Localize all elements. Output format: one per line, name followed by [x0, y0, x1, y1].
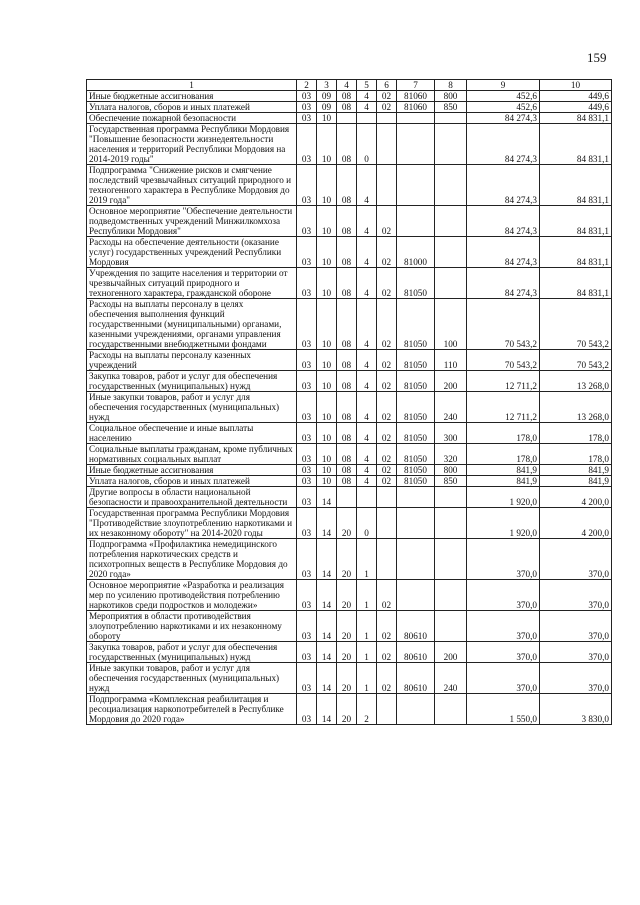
code-cell: 02: [377, 642, 397, 663]
code-cell: 10: [317, 206, 337, 237]
amount-cell: 178,0: [467, 444, 540, 465]
code-cell: 14: [317, 539, 337, 580]
table-row: [87, 299, 612, 350]
table-row: [87, 350, 612, 371]
header-cell: 6: [377, 80, 397, 91]
amount-cell: 13 268,0: [540, 371, 612, 392]
code-cell: 81000: [397, 237, 435, 268]
amount-cell: 370,0: [540, 663, 612, 694]
code-cell: 03: [297, 91, 317, 102]
table-row: [87, 476, 612, 487]
amount-cell: 84 831,1: [540, 237, 612, 268]
code-cell: 02: [377, 580, 397, 611]
amount-cell: 841,9: [540, 476, 612, 487]
amount-cell: 70 543,2: [540, 299, 612, 350]
code-cell: 03: [297, 392, 317, 423]
code-cell: 20: [337, 611, 357, 642]
code-cell: 81050: [397, 350, 435, 371]
table-row: [87, 539, 612, 580]
code-cell: 1: [357, 663, 377, 694]
code-cell: 0: [357, 124, 377, 165]
row-name: Другие вопросы в области национальной безопасности и правоохранительной деятельности: [87, 487, 297, 508]
row-name: Иные бюджетные ассигнования: [87, 91, 297, 102]
code-cell: 800: [435, 465, 467, 476]
amount-cell: 1 920,0: [467, 487, 540, 508]
code-cell: [357, 113, 377, 124]
amount-cell: 841,9: [540, 465, 612, 476]
code-cell: 14: [317, 694, 337, 725]
code-cell: [435, 165, 467, 206]
header-cell: 1: [87, 80, 297, 91]
code-cell: 80610: [397, 663, 435, 694]
code-cell: 02: [377, 350, 397, 371]
code-cell: [435, 539, 467, 580]
header-cell: 8: [435, 80, 467, 91]
code-cell: 08: [337, 350, 357, 371]
row-name: Обеспечение пожарной безопасности: [87, 113, 297, 124]
code-cell: 20: [337, 539, 357, 580]
code-cell: 4: [357, 444, 377, 465]
header-cell: 2: [297, 80, 317, 91]
code-cell: 20: [337, 642, 357, 663]
code-cell: 02: [377, 91, 397, 102]
amount-cell: 178,0: [540, 423, 612, 444]
row-name: Иные закупки товаров, работ и услуг для обеспечения государственных (муниципальных) нужд: [87, 392, 297, 423]
code-cell: 240: [435, 392, 467, 423]
page-number: 159: [587, 50, 607, 65]
amount-cell: 178,0: [467, 423, 540, 444]
amount-cell: 12 711,2: [467, 371, 540, 392]
code-cell: 0: [357, 508, 377, 539]
code-cell: [397, 580, 435, 611]
code-cell: 10: [317, 465, 337, 476]
code-cell: 4: [357, 91, 377, 102]
code-cell: 850: [435, 476, 467, 487]
code-cell: 03: [297, 371, 317, 392]
row-name: Расходы на обеспечение деятельности (оказание услуг) государственных учреждений Республики Мордовия: [87, 237, 297, 268]
amount-cell: 13 268,0: [540, 392, 612, 423]
code-cell: 1: [357, 611, 377, 642]
code-cell: [397, 206, 435, 237]
amount-cell: 449,6: [540, 102, 612, 113]
code-cell: [377, 113, 397, 124]
amount-cell: 370,0: [540, 539, 612, 580]
amount-cell: 370,0: [467, 539, 540, 580]
amount-cell: 1 920,0: [467, 508, 540, 539]
code-cell: 03: [297, 611, 317, 642]
code-cell: 14: [317, 580, 337, 611]
code-cell: 08: [337, 124, 357, 165]
table-row: [87, 663, 612, 694]
amount-cell: 3 830,0: [540, 694, 612, 725]
code-cell: 240: [435, 663, 467, 694]
code-cell: [397, 124, 435, 165]
code-cell: 10: [317, 371, 337, 392]
amount-cell: 370,0: [467, 663, 540, 694]
code-cell: 200: [435, 371, 467, 392]
amount-cell: 1 550,0: [467, 694, 540, 725]
code-cell: 81050: [397, 465, 435, 476]
code-cell: 03: [297, 268, 317, 299]
code-cell: 4: [357, 268, 377, 299]
table-row: [87, 206, 612, 237]
amount-cell: 70 543,2: [467, 350, 540, 371]
amount-cell: 452,6: [467, 91, 540, 102]
code-cell: [435, 237, 467, 268]
code-cell: 02: [377, 102, 397, 113]
code-cell: 850: [435, 102, 467, 113]
amount-cell: 84 274,3: [467, 124, 540, 165]
amount-cell: 370,0: [467, 580, 540, 611]
code-cell: 1: [357, 580, 377, 611]
table-row: [87, 487, 612, 508]
amount-cell: 178,0: [540, 444, 612, 465]
code-cell: [435, 206, 467, 237]
table-row: [87, 611, 612, 642]
code-cell: [435, 487, 467, 508]
row-name: Мероприятия в области противодействия злоупотреблению наркотиками и их незаконному обороту: [87, 611, 297, 642]
code-cell: 10: [317, 124, 337, 165]
table-row: [87, 392, 612, 423]
code-cell: 02: [377, 423, 397, 444]
code-cell: 4: [357, 165, 377, 206]
row-name: Иные бюджетные ассигнования: [87, 465, 297, 476]
code-cell: [377, 539, 397, 580]
code-cell: 08: [337, 206, 357, 237]
amount-cell: 84 831,1: [540, 124, 612, 165]
code-cell: 80610: [397, 642, 435, 663]
code-cell: 10: [317, 113, 337, 124]
code-cell: 20: [337, 508, 357, 539]
amount-cell: 84 274,3: [467, 268, 540, 299]
code-cell: 1: [357, 642, 377, 663]
amount-cell: 4 200,0: [540, 508, 612, 539]
code-cell: [377, 124, 397, 165]
table-row: [87, 124, 612, 165]
code-cell: 02: [377, 476, 397, 487]
row-name: Социальные выплаты гражданам, кроме публичных нормативных социальных выплат: [87, 444, 297, 465]
code-cell: 02: [377, 268, 397, 299]
code-cell: 4: [357, 237, 377, 268]
row-name: Расходы на выплаты персоналу в целях обеспечения выполнения функций государственными (муниципальными) органами, казенными учреждениями, органами управления государственными внебюджетными фондами: [87, 299, 297, 350]
code-cell: 81050: [397, 423, 435, 444]
code-cell: 81050: [397, 476, 435, 487]
code-cell: 03: [297, 423, 317, 444]
code-cell: [377, 694, 397, 725]
code-cell: 81050: [397, 392, 435, 423]
amount-cell: 84 274,3: [467, 165, 540, 206]
code-cell: [337, 113, 357, 124]
code-cell: 80610: [397, 611, 435, 642]
amount-cell: 84 831,1: [540, 165, 612, 206]
code-cell: 4: [357, 371, 377, 392]
row-name: Расходы на выплаты персоналу казенных учреждений: [87, 350, 297, 371]
amount-cell: 370,0: [540, 642, 612, 663]
header-cell: 3: [317, 80, 337, 91]
row-name: Закупка товаров, работ и услуг для обеспечения государственных (муниципальных) нужд: [87, 371, 297, 392]
code-cell: 10: [317, 444, 337, 465]
code-cell: 02: [377, 465, 397, 476]
amount-cell: 12 711,2: [467, 392, 540, 423]
amount-cell: 84 831,1: [540, 113, 612, 124]
code-cell: 08: [337, 299, 357, 350]
code-cell: 03: [297, 444, 317, 465]
amount-cell: 452,6: [467, 102, 540, 113]
amount-cell: 84 831,1: [540, 268, 612, 299]
code-cell: [397, 113, 435, 124]
code-cell: 4: [357, 423, 377, 444]
code-cell: 4: [357, 350, 377, 371]
code-cell: 4: [357, 206, 377, 237]
row-name: Подпрограмма "Снижение рисков и смягчение последствий чрезвычайных ситуаций природного и техногенного характера в Республике Мордовия до 2019 года": [87, 165, 297, 206]
code-cell: [397, 694, 435, 725]
code-cell: [397, 165, 435, 206]
amount-cell: 841,9: [467, 465, 540, 476]
row-name: Государственная программа Республики Мордовия "Повышение безопасности жизнедеятельности населения и территорий Республики Мордовия на 2014-2019 годы": [87, 124, 297, 165]
code-cell: 81050: [397, 268, 435, 299]
code-cell: 800: [435, 91, 467, 102]
amount-cell: 4 200,0: [540, 487, 612, 508]
row-name: Уплата налогов, сборов и иных платежей: [87, 102, 297, 113]
code-cell: 03: [297, 663, 317, 694]
code-cell: 10: [317, 165, 337, 206]
code-cell: 100: [435, 299, 467, 350]
code-cell: 08: [337, 392, 357, 423]
table-row: [87, 113, 612, 124]
code-cell: 08: [337, 371, 357, 392]
code-cell: [357, 487, 377, 508]
table-row: [87, 102, 612, 113]
code-cell: [435, 113, 467, 124]
code-cell: [435, 124, 467, 165]
row-name: Уплата налогов, сборов и иных платежей: [87, 476, 297, 487]
code-cell: 08: [337, 444, 357, 465]
table-row: [87, 91, 612, 102]
code-cell: 02: [377, 663, 397, 694]
code-cell: 4: [357, 476, 377, 487]
code-cell: 110: [435, 350, 467, 371]
header-cell: 4: [337, 80, 357, 91]
code-cell: [397, 508, 435, 539]
code-cell: 81050: [397, 444, 435, 465]
code-cell: 08: [337, 102, 357, 113]
code-cell: 81060: [397, 102, 435, 113]
code-cell: 03: [297, 299, 317, 350]
code-cell: 02: [377, 371, 397, 392]
code-cell: 14: [317, 663, 337, 694]
header-cell: 9: [467, 80, 540, 91]
header-cell: 10: [540, 80, 612, 91]
code-cell: 14: [317, 508, 337, 539]
code-cell: 81050: [397, 299, 435, 350]
code-cell: 08: [337, 91, 357, 102]
code-cell: 02: [377, 444, 397, 465]
table-row: [87, 165, 612, 206]
code-cell: 03: [297, 580, 317, 611]
code-cell: 03: [297, 102, 317, 113]
row-name: Основное мероприятие «Разработка и реализация мер по усилению противодействия потреблению наркотиков среди подростков и молодежи»: [87, 580, 297, 611]
code-cell: 10: [317, 392, 337, 423]
row-name: Государственная программа Республики Мордовия "Противодействие злоупотреблению наркотиками и их незаконному обороту" на 2014-2020 годы: [87, 508, 297, 539]
code-cell: 09: [317, 102, 337, 113]
amount-cell: 370,0: [467, 642, 540, 663]
budget-table: [86, 79, 612, 725]
code-cell: 4: [357, 299, 377, 350]
code-cell: 03: [297, 113, 317, 124]
code-cell: 03: [297, 487, 317, 508]
code-cell: 1: [357, 539, 377, 580]
table-row: [87, 423, 612, 444]
code-cell: 03: [297, 539, 317, 580]
code-cell: [435, 694, 467, 725]
table-row: [87, 371, 612, 392]
amount-cell: 70 543,2: [540, 350, 612, 371]
amount-cell: 370,0: [467, 611, 540, 642]
code-cell: 4: [357, 465, 377, 476]
code-cell: 10: [317, 299, 337, 350]
code-cell: 08: [337, 268, 357, 299]
row-name: Основное мероприятие "Обеспечение деятельности подведомственных учреждений Минжилкомхоза Республики Мордовия": [87, 206, 297, 237]
code-cell: 03: [297, 206, 317, 237]
code-cell: 10: [317, 350, 337, 371]
code-cell: [435, 508, 467, 539]
table-row: [87, 508, 612, 539]
table-row: [87, 465, 612, 476]
row-name: Учреждения по защите населения и территории от чрезвычайных ситуаций природного и техногенного характера, гражданской обороне: [87, 268, 297, 299]
code-cell: [397, 487, 435, 508]
amount-cell: 370,0: [540, 611, 612, 642]
code-cell: 02: [377, 237, 397, 268]
amount-cell: 370,0: [540, 580, 612, 611]
code-cell: 09: [317, 91, 337, 102]
code-cell: 4: [357, 102, 377, 113]
code-cell: 20: [337, 694, 357, 725]
row-name: Иные закупки товаров, работ и услуг для обеспечения государственных (муниципальных) нужд: [87, 663, 297, 694]
code-cell: 03: [297, 124, 317, 165]
table-row: [87, 237, 612, 268]
code-cell: 03: [297, 642, 317, 663]
code-cell: 08: [337, 237, 357, 268]
code-cell: 02: [377, 611, 397, 642]
code-cell: [397, 539, 435, 580]
table-row: [87, 642, 612, 663]
code-cell: 20: [337, 663, 357, 694]
code-cell: 2: [357, 694, 377, 725]
code-cell: 14: [317, 611, 337, 642]
table-row: [87, 580, 612, 611]
code-cell: 10: [317, 268, 337, 299]
code-cell: 10: [317, 476, 337, 487]
code-cell: [377, 508, 397, 539]
row-name: Социальное обеспечение и иные выплаты населению: [87, 423, 297, 444]
code-cell: 02: [377, 392, 397, 423]
code-cell: 03: [297, 350, 317, 371]
code-cell: [435, 611, 467, 642]
header-cell: 5: [357, 80, 377, 91]
code-cell: 14: [317, 487, 337, 508]
code-cell: 03: [297, 165, 317, 206]
code-cell: 03: [297, 237, 317, 268]
code-cell: 08: [337, 476, 357, 487]
amount-cell: 70 543,2: [467, 299, 540, 350]
code-cell: [435, 268, 467, 299]
code-cell: 08: [337, 165, 357, 206]
code-cell: 08: [337, 465, 357, 476]
table-header-row: [87, 80, 612, 91]
code-cell: 81060: [397, 91, 435, 102]
amount-cell: 84 274,3: [467, 237, 540, 268]
code-cell: 10: [317, 237, 337, 268]
code-cell: 02: [377, 206, 397, 237]
table-row: [87, 444, 612, 465]
code-cell: 81050: [397, 371, 435, 392]
row-name: Подпрограмма «Профилактика немедицинского потребления наркотических средств и психотропных веществ в Республике Мордовия до 2020 года»: [87, 539, 297, 580]
code-cell: 03: [297, 465, 317, 476]
row-name: Подпрограмма «Комплексная реабилитация и ресоциализация наркопотребителей в Республике Мордовия до 2020 года»: [87, 694, 297, 725]
code-cell: 14: [317, 642, 337, 663]
code-cell: [337, 487, 357, 508]
code-cell: 4: [357, 392, 377, 423]
code-cell: 08: [337, 423, 357, 444]
table-row: [87, 694, 612, 725]
row-name: Закупка товаров, работ и услуг для обеспечения государственных (муниципальных) нужд: [87, 642, 297, 663]
amount-cell: 84 274,3: [467, 206, 540, 237]
header-cell: 7: [397, 80, 435, 91]
code-cell: 02: [377, 299, 397, 350]
amount-cell: 84 831,1: [540, 206, 612, 237]
code-cell: [435, 580, 467, 611]
code-cell: 03: [297, 476, 317, 487]
code-cell: 300: [435, 423, 467, 444]
table-row: [87, 268, 612, 299]
code-cell: [377, 487, 397, 508]
code-cell: 10: [317, 423, 337, 444]
code-cell: [377, 165, 397, 206]
code-cell: 03: [297, 508, 317, 539]
code-cell: 320: [435, 444, 467, 465]
amount-cell: 84 274,3: [467, 113, 540, 124]
code-cell: 200: [435, 642, 467, 663]
amount-cell: 841,9: [467, 476, 540, 487]
code-cell: 03: [297, 694, 317, 725]
code-cell: 20: [337, 580, 357, 611]
amount-cell: 449,6: [540, 91, 612, 102]
